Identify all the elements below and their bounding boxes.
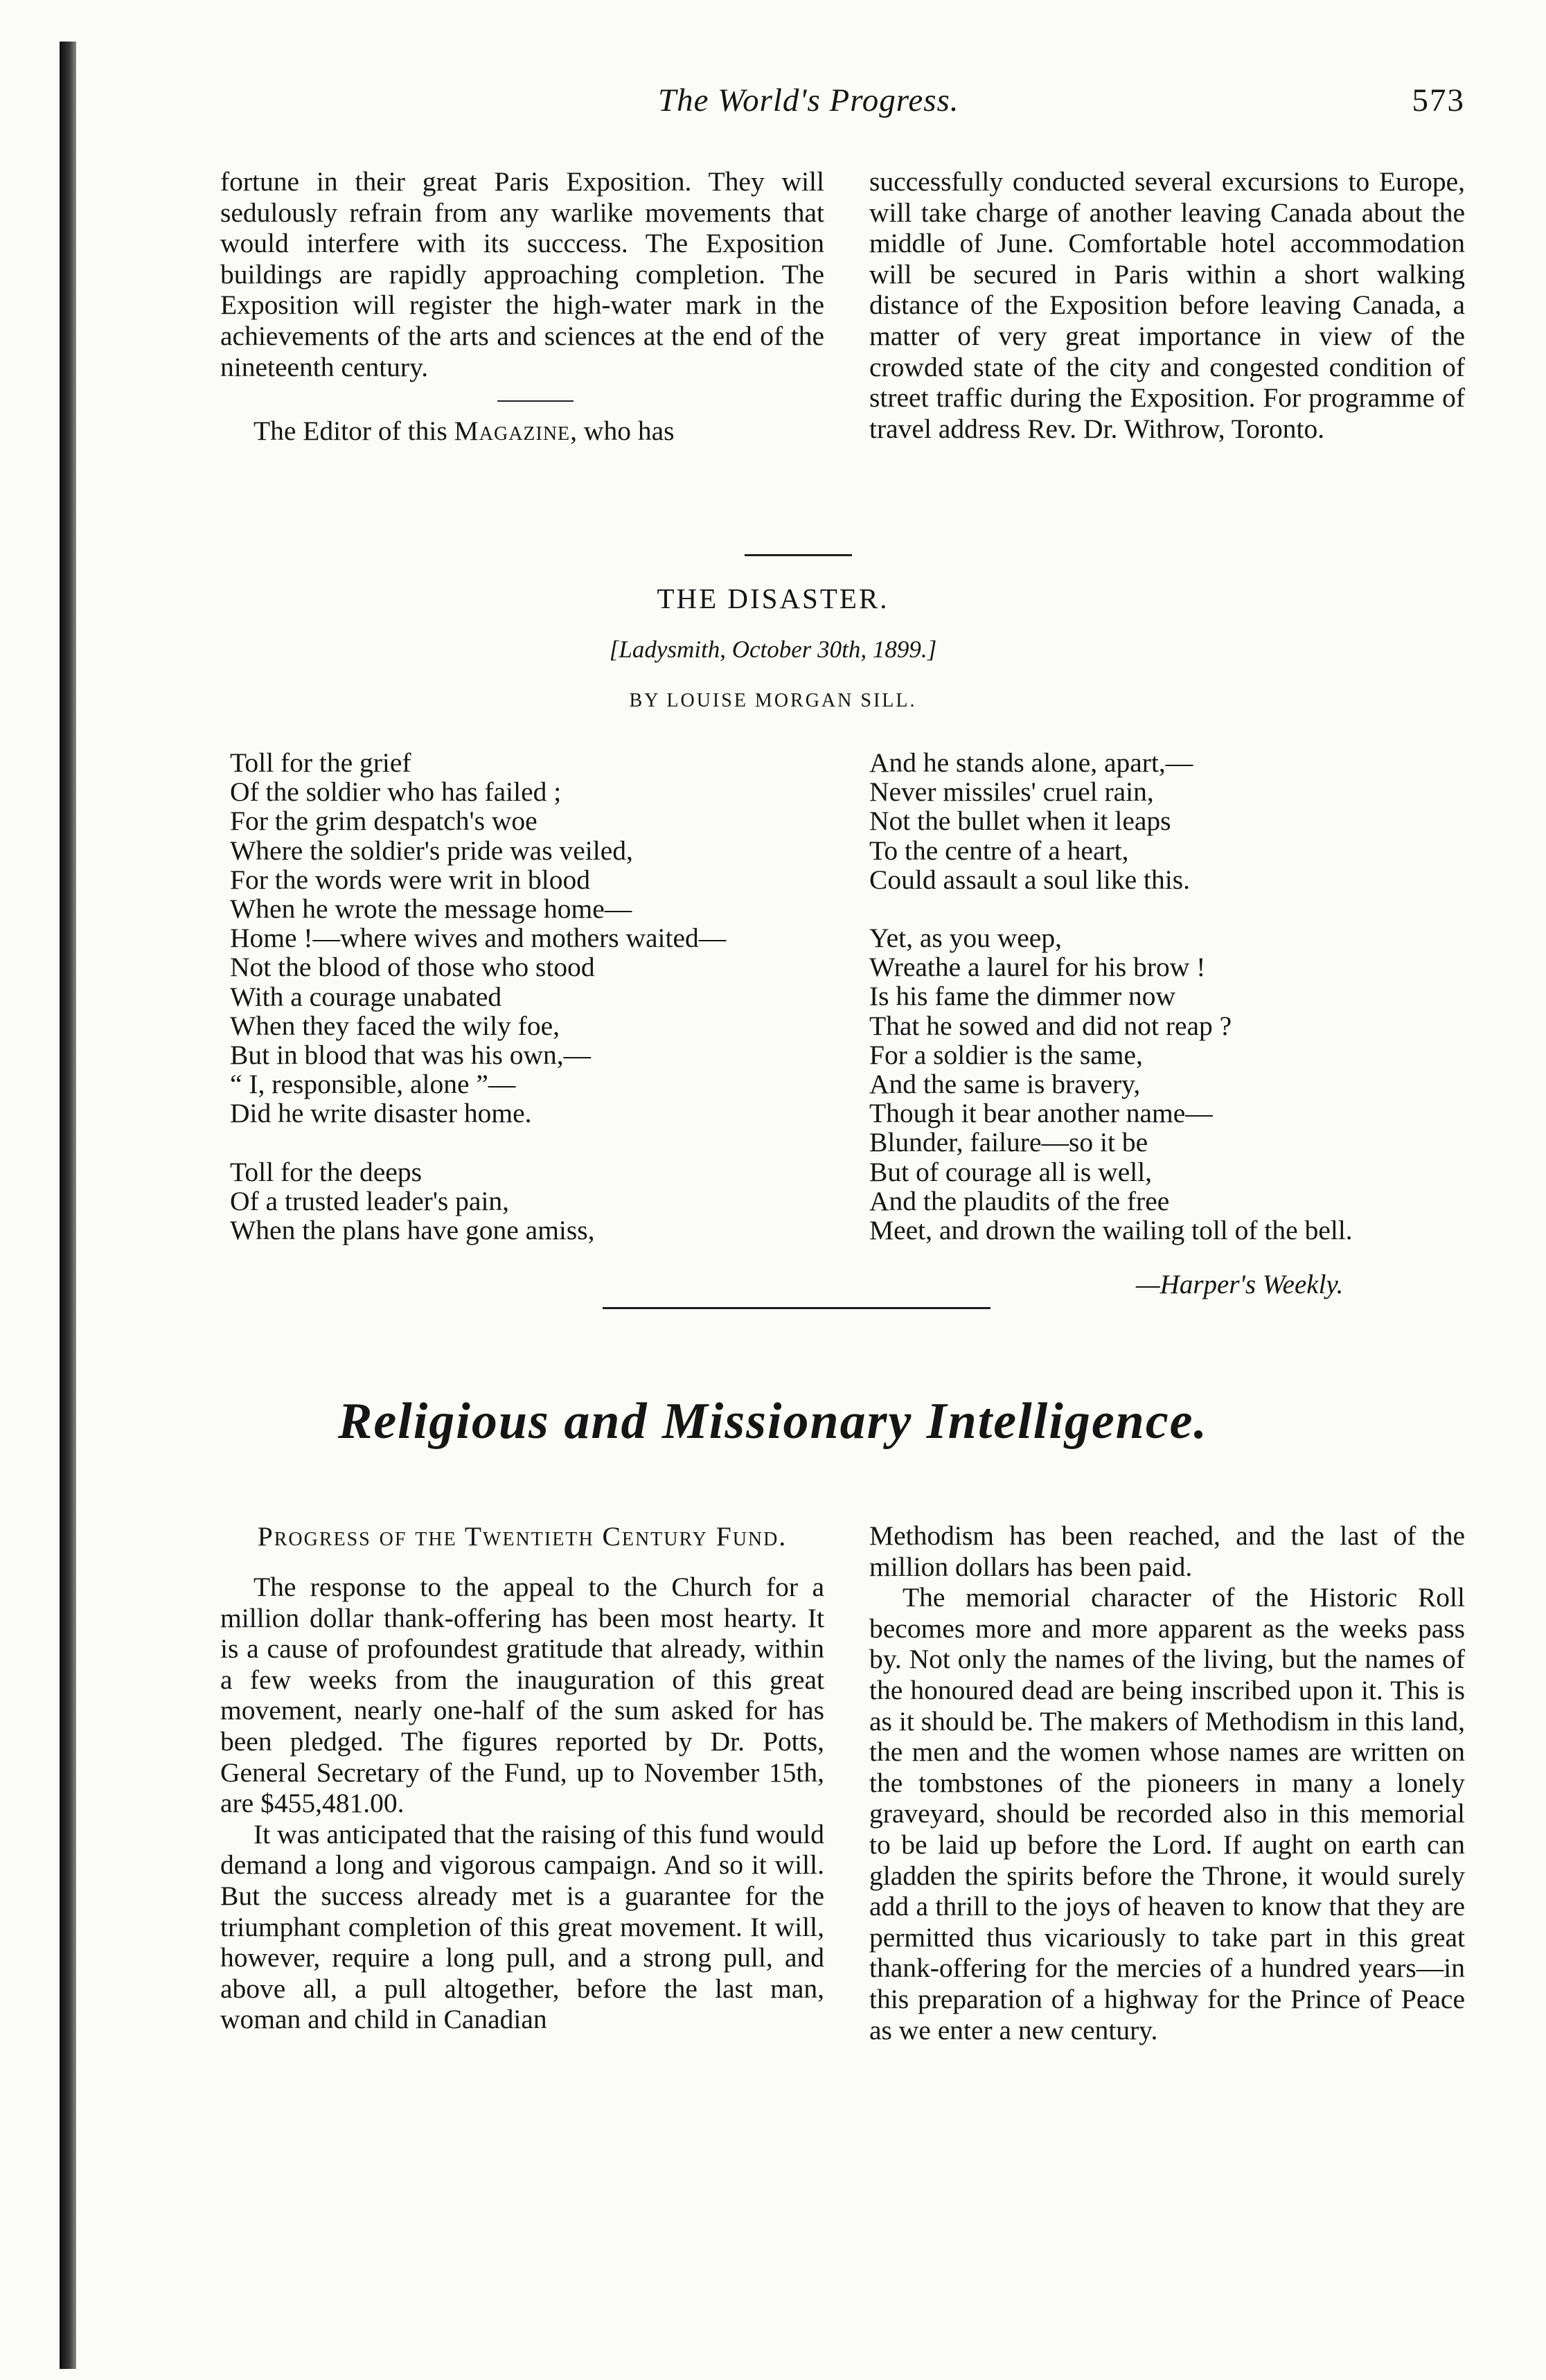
section-divider [745, 554, 852, 556]
article-paragraph: The response to the appeal to the Church for a million dollar thank-offering has been most hearty. It is a cause of profoundest gratitude that already, within a few weeks from the inauguration of this great movement, nearly one-half of the sum asked for has been pledged. The figures reported by Dr. Potts, General Secretary of the Fund, up to November 15th, are $455,481.00. [220, 1572, 824, 1819]
poem-attribution: —Harper's Weekly. [1136, 1270, 1344, 1299]
article-left-column [220, 1520, 824, 2035]
article-right-column [869, 1520, 1465, 2045]
poem-line: To the centre of a heart, [869, 835, 1129, 866]
poem-line: Where the soldier's pride was veiled, [230, 835, 633, 866]
article-paragraph: The memorial character of the Historic Roll becomes more and more apparent as the weeks pass by. Not only the names of the living, but the names of the honoured dead are being inscribed upon it. This is as it should be. The makers of Methodism in this land, the men and the women whose names are written on the tombstones of the pioneers in many a lonely graveyard, should be recorded also in this memorial to be laid up before the Lord. If aught on earth can gladden the spirits before the Throne, it would surely add a thrill to the joys of heaven to know that they are permitted thus vicariously to take part in this great thank-offering for the mercies of a hundred years—in this preparation of a highway for the Prince of Peace as we enter a new century. [869, 1582, 1465, 2045]
poem-right-column [869, 748, 1493, 1274]
article-paragraph: Methodism has been reached, and the last of the million dollars has been paid. [869, 1520, 1465, 1582]
poem-line: And he stands alone, apart,— [869, 747, 1193, 778]
poem-stanza [230, 1157, 853, 1245]
poem-line: When he wrote the message home— [230, 894, 632, 925]
poem-line: Did he write disaster home. [230, 1098, 532, 1129]
page-number: 573 [1412, 82, 1465, 118]
poem-line: Yet, as you weep, [869, 923, 1062, 954]
book-binding-edge [60, 42, 76, 2369]
poem-line: That he sowed and did not reap ? [869, 1010, 1232, 1041]
poem-line: For a soldier is the same, [869, 1039, 1143, 1070]
section-divider [603, 1307, 990, 1309]
poem-line: Of the soldier who has failed ; [230, 776, 562, 808]
poem-line: Blunder, failure—so it be [869, 1127, 1148, 1158]
editor-note-paragraph [220, 416, 824, 447]
poem-stanza [869, 748, 1493, 894]
poem-line: Of a trusted leader's pain, [230, 1185, 510, 1216]
poem-line: When they faced the wily foe, [230, 1010, 560, 1041]
article-heading: Progress of the Twentieth Century Fund. [257, 1521, 788, 1552]
poem-line: Wreathe a laurel for his brow ! [869, 952, 1206, 983]
small-divider [497, 400, 574, 402]
poem-line: And the same is bravery, [869, 1069, 1141, 1100]
top-right-column [869, 166, 1465, 444]
poem-line: For the words were writ in blood [230, 864, 590, 895]
editor-note-tail: , who has [570, 416, 675, 447]
poem-line: Never missiles' cruel rain, [869, 776, 1154, 808]
poem-byline: BY LOUISE MORGAN SILL. [629, 690, 917, 711]
magazine-word: Magazine [454, 416, 571, 447]
excursion-paragraph: successfully conducted several excursions to Europe, will take charge of another leaving Canada about the middle of June. Comfortable hotel accommodation will be secured in Paris within a short walking distance of the Exposition before leaving Canada, a matter of very great importance in view of the crowded state of the city and congested condition of street traffic during the Exposition. For programme of travel address Rev. Dr. Withrow, Toronto. [869, 166, 1465, 444]
poem-line: Toll for the deeps [230, 1156, 422, 1187]
poem-line: But of courage all is well, [869, 1156, 1153, 1187]
poem-line: Toll for the grief [230, 747, 411, 778]
running-head [208, 82, 1465, 137]
poem-stanza [869, 923, 1493, 1245]
poem-line: For the grim despatch's woe [230, 806, 537, 837]
poem-stanza [230, 748, 853, 1128]
poem-line: When the plans have gone amiss, [230, 1215, 595, 1246]
running-title: The World's Progress. [658, 82, 959, 118]
article-paragraph: It was anticipated that the raising of this fund would demand a long and vigorous campaign. And so it will. But the success already met is a guarantee for the triumphant completion of this great movement. It will, however, require a long pull, and a strong pull, and above all, a pull altogether, before the last man, woman and child in Canadian [220, 1818, 824, 2035]
poem-line: Home !—where wives and mothers waited— [230, 923, 727, 954]
poem-line: Is his fame the dimmer now [869, 981, 1176, 1012]
poem-dateline: [Ladysmith, October 30th, 1899.] [609, 636, 937, 663]
poem-line: Though it bear another name— [869, 1098, 1213, 1129]
poem-title: THE DISASTER. [657, 583, 889, 614]
section-heading: Religious and Missionary Intelligence. [337, 1392, 1209, 1450]
poem-left-column [230, 748, 853, 1274]
poem-line: And the plaudits of the free [869, 1185, 1170, 1216]
poem-line: With a courage unabated [230, 981, 502, 1012]
poem-line: Meet, and drown the wailing toll of the bell. [869, 1215, 1353, 1246]
exposition-paragraph: fortune in their great Paris Exposition. They will sedulously refrain from any warlike movements that would interfere with its succcess. The Exposition buildings are rapidly approaching completion. The Exposition will register the high-water mark in the achievements of the arts and sciences at the end of the nineteenth century. [220, 166, 824, 382]
poem-line: “ I, responsible, alone ”— [230, 1069, 516, 1100]
poem-line: Not the blood of those who stood [230, 952, 595, 983]
editor-note-lead: The Editor of this [254, 416, 454, 447]
poem-line: Not the bullet when it leaps [869, 806, 1171, 837]
poem-line: Could assault a soul like this. [869, 864, 1191, 895]
poem-line: But in blood that was his own,— [230, 1040, 592, 1071]
top-left-column [220, 166, 824, 447]
